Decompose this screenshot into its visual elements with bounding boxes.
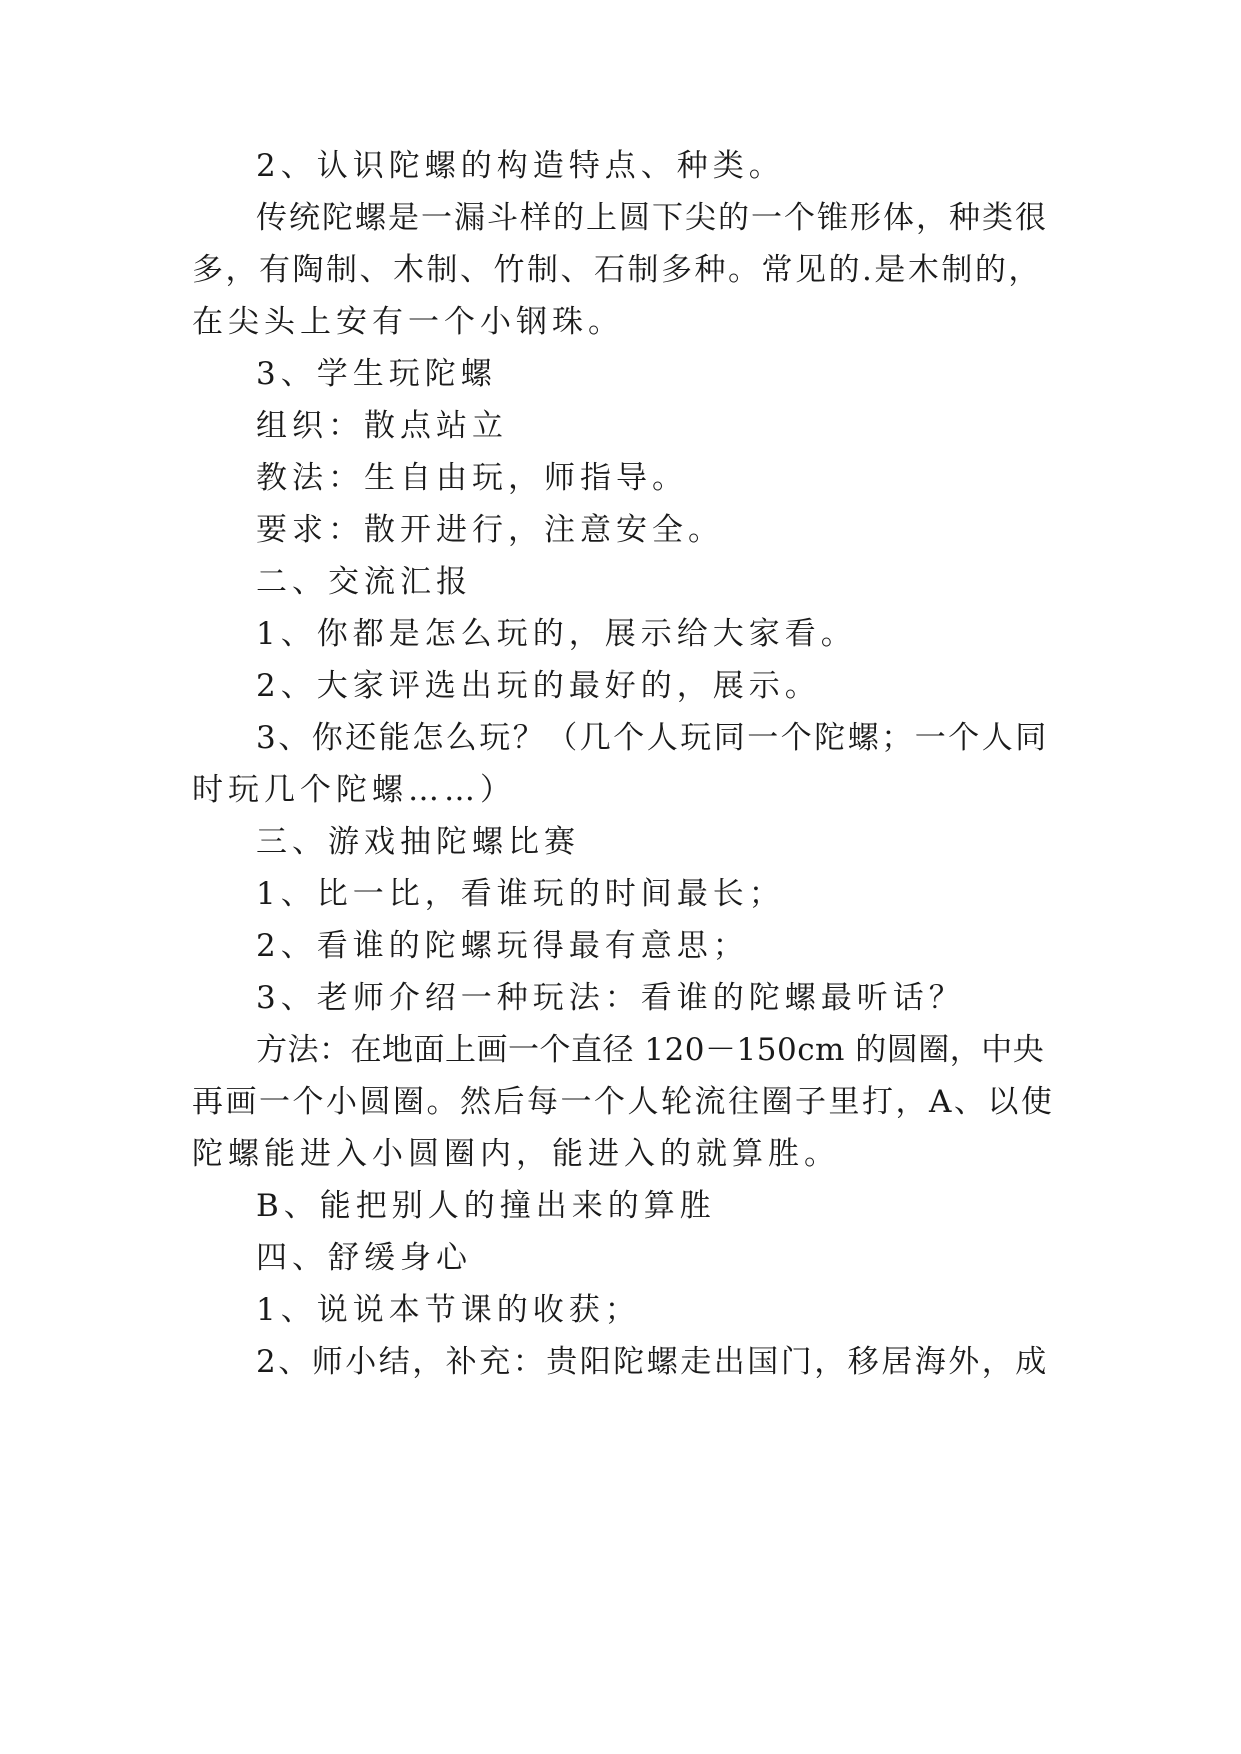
section-heading: 四、舒缓身心: [256, 1240, 472, 1276]
text-line: B、能把别人的撞出来的算胜: [256, 1188, 716, 1224]
section-heading: 二、交流汇报: [256, 564, 472, 600]
text-line: 1、说说本节课的收获；: [256, 1292, 641, 1328]
text-line: 在尖头上安有一个小钢珠。: [192, 304, 624, 340]
text-line: 传统陀螺是一漏斗样的上圆下尖的一个锥形体，种类很: [256, 200, 1048, 236]
text-line: 2、大家评选出玩的最好的，展示。: [256, 668, 821, 704]
text-line: 2、师小结，补充：贵阳陀螺走出国门，移居海外，成: [256, 1344, 1049, 1380]
text-line: 1、比一比，看谁玩的时间最长；: [256, 876, 785, 912]
text-line: 3、老师介绍一种玩法：看谁的陀螺最听话？: [256, 980, 965, 1016]
text-line: 再画一个小圆圈。然后每一个人轮流往圈子里打，A、以使: [192, 1084, 1055, 1120]
text-line: 多，有陶制、木制、竹制、石制多种。常见的.是木制的，: [192, 252, 1042, 288]
text-line: 教法：生自由玩，师指导。: [256, 460, 688, 496]
text-line: 要求：散开进行，注意安全。: [256, 512, 724, 548]
text-line: 3、学生玩陀螺: [256, 356, 497, 392]
text-line: 2、看谁的陀螺玩得最有意思；: [256, 928, 749, 964]
text-line: 陀螺能进入小圆圈内，能进入的就算胜。: [192, 1136, 840, 1172]
text-line: 3、你还能怎么玩？（几个人玩同一个陀螺；一个人同: [256, 720, 1049, 756]
text-line: 1、你都是怎么玩的，展示给大家看。: [256, 616, 857, 652]
text-line: 时玩几个陀螺……）: [192, 772, 516, 808]
text-line: 2、认识陀螺的构造特点、种类。: [256, 148, 785, 184]
text-line: 方法：在地面上画一个直径 120－150cm 的圆圈，中央: [256, 1032, 1045, 1068]
section-heading: 三、游戏抽陀螺比赛: [256, 824, 580, 860]
text-line: 组织：散点站立: [256, 408, 508, 444]
